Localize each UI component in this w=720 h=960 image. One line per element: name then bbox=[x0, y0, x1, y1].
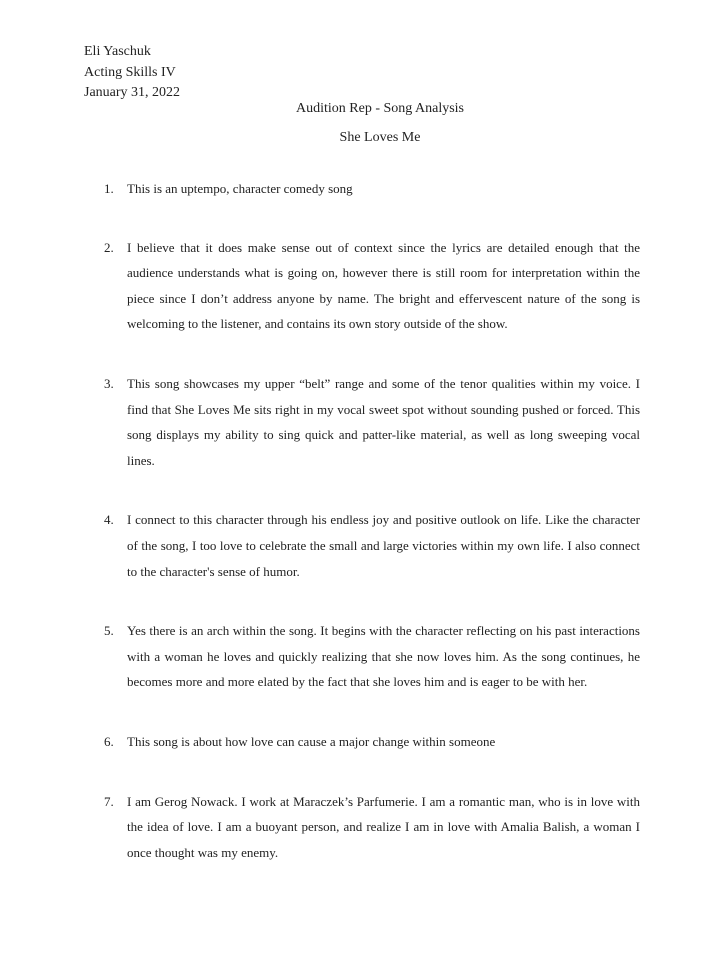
list-item-number: 3. bbox=[104, 375, 114, 391]
list-item-text: This song showcases my upper “belt” range and some of the tenor qualities within my voice. I find that She Loves Me sits right in my vocal sweet spot without sounding pushed or forced. This song displays my ability to sing quick and patter-like material, as well as long sweeping vocal lines. bbox=[127, 375, 640, 468]
document-date: January 31, 2022 bbox=[84, 85, 181, 100]
list-item-number: 2. bbox=[104, 239, 114, 255]
list-item bbox=[100, 789, 640, 866]
document-title: Audition Rep - Song Analysis bbox=[295, 101, 464, 116]
list-item bbox=[100, 618, 640, 695]
document-header bbox=[84, 42, 180, 104]
list-item-text: I am Gerog Nowack. I work at Maraczek’s Parfumerie. I am a romantic man, who is in love with the idea of love. I am a buoyant person, and realize I am in love with Amalia Balish, a woman I once thought was my enemy. bbox=[127, 793, 640, 860]
list-item bbox=[100, 235, 640, 337]
course-name: Acting Skills IV bbox=[84, 64, 176, 80]
list-item-number: 5. bbox=[104, 623, 114, 639]
list-item bbox=[100, 371, 640, 473]
analysis-list bbox=[100, 176, 640, 865]
list-item-number: 4. bbox=[104, 512, 114, 528]
list-item-text: This is an uptempo, character comedy song bbox=[127, 181, 353, 196]
list-item bbox=[100, 507, 640, 584]
list-item bbox=[100, 729, 640, 755]
list-item-text: I believe that it does make sense out of context since the lyrics are detailed enough that the audience understands what is going on, however there is still room for interpretation within the piece since I don’t address anyone by name. The bright and effervescent nature of the song is welcoming to the listener, and contains its own story outside of the show. bbox=[127, 239, 640, 332]
list-item-text: This song is about how love can cause a major change within someone bbox=[127, 733, 496, 749]
list-item-text: I connect to this character through his endless joy and positive outlook on life. Like the character of the song, I too love to celebrate the small and large victories within my own life. I also connect to the character's sense of humor. bbox=[127, 512, 640, 579]
author-name: Eli Yaschuk bbox=[84, 44, 151, 59]
list-item-text: Yes there is an arch within the song. It begins with the character reflecting on his past interactions with a woman he loves and quickly realizing that she now loves him. As the song continues, he becomes more and more elated by the fact that she loves him and is eager to be with her. bbox=[127, 623, 640, 690]
list-item-number: 7. bbox=[104, 793, 114, 809]
document-subtitle: She Loves Me bbox=[339, 130, 421, 145]
list-item-number: 1. bbox=[104, 181, 114, 196]
list-item-number: 6. bbox=[104, 733, 114, 749]
list-item bbox=[100, 176, 640, 202]
